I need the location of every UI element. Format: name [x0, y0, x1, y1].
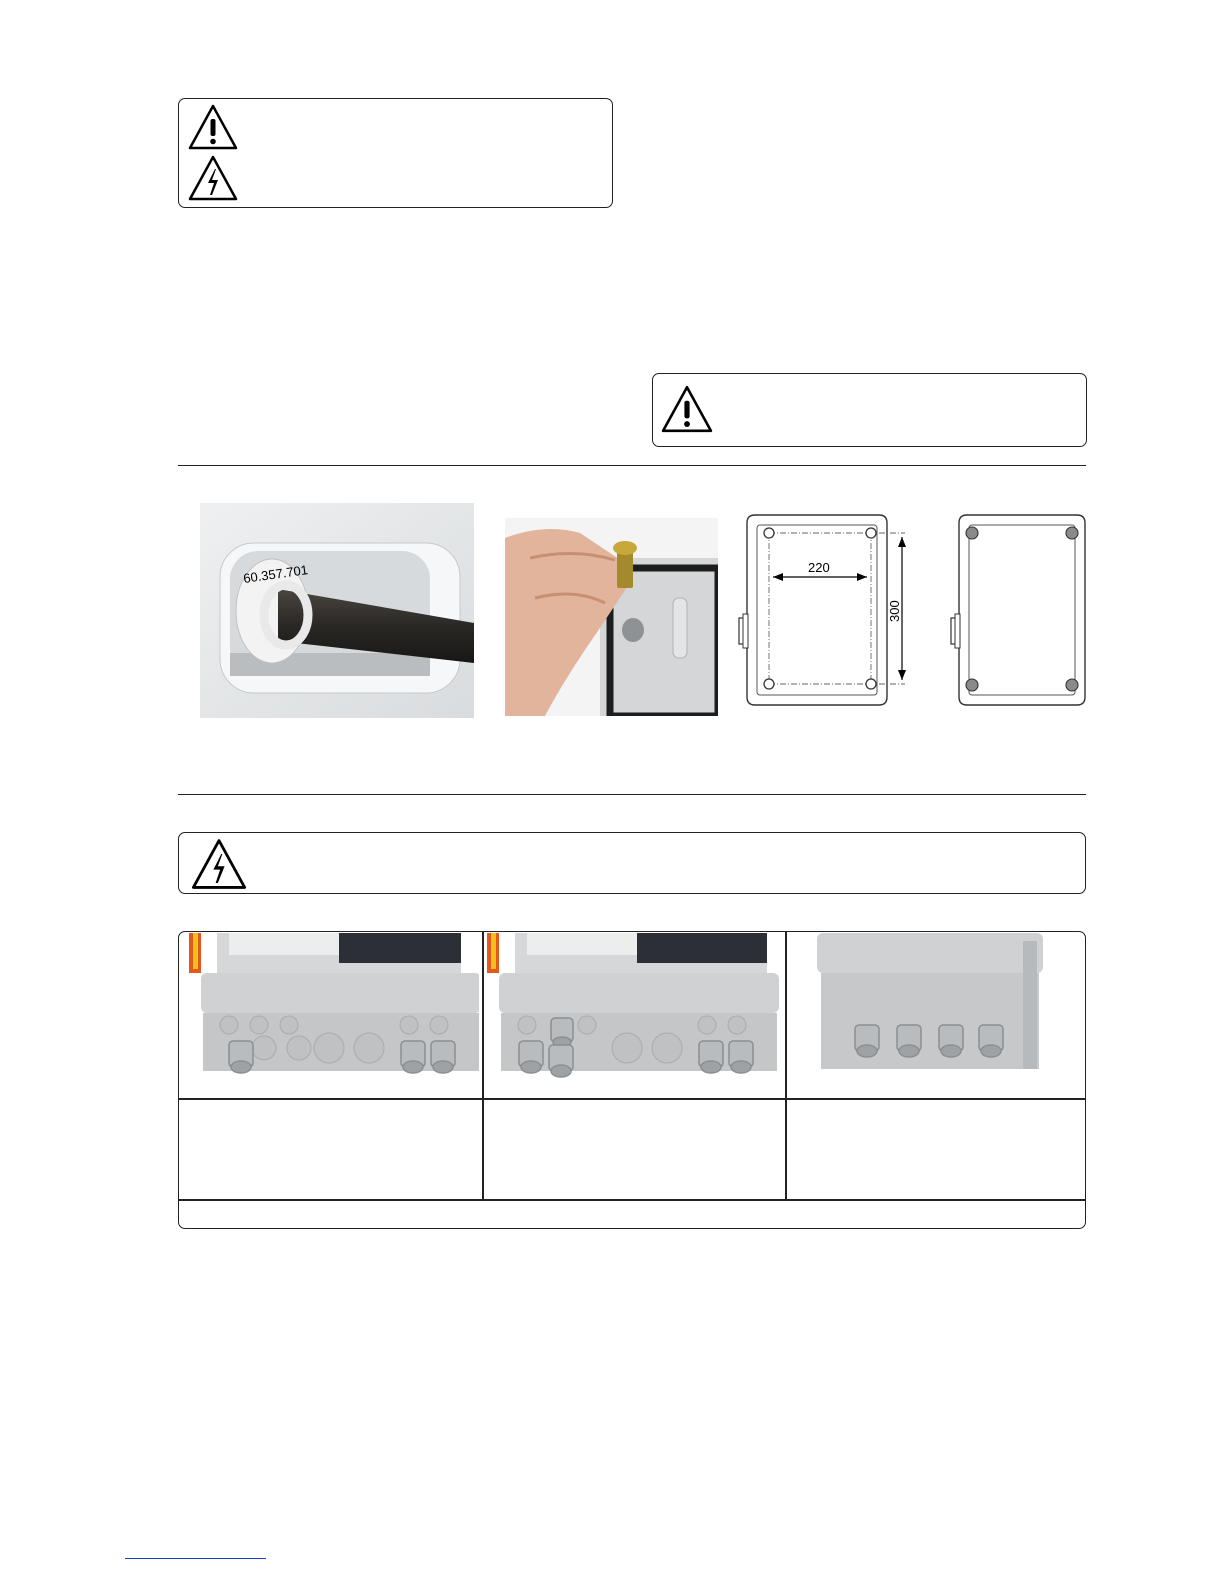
enclosure-three-glands-photo	[189, 933, 479, 1093]
table-row-divider	[179, 1098, 1085, 1100]
width-dimension-label: 220	[808, 560, 830, 575]
enclosure-four-glands-photo	[811, 933, 1051, 1073]
cable-gland-photo	[200, 503, 474, 718]
table-row-divider	[179, 1199, 1085, 1201]
screw-insertion-photo	[505, 518, 718, 716]
cable-gland-table	[178, 931, 1086, 1229]
warning-box-top	[178, 98, 613, 208]
section-divider	[178, 465, 1086, 466]
enclosure-screws-drawing	[935, 512, 1087, 708]
table-column-divider	[785, 932, 787, 1199]
gland-marking: 60.357.701	[242, 562, 309, 586]
section-divider	[178, 794, 1086, 795]
warning-exclamation-icon	[187, 103, 239, 151]
enclosure-dimension-drawing	[735, 512, 915, 708]
height-dimension-label: 300	[887, 600, 902, 622]
high-voltage-icon	[187, 154, 239, 202]
high-voltage-icon	[190, 837, 248, 891]
footnote-link-underline	[125, 1558, 266, 1559]
warning-box-wide	[178, 832, 1086, 894]
warning-exclamation-icon	[660, 384, 714, 434]
enclosure-five-glands-photo	[487, 933, 782, 1093]
warning-box-right	[652, 373, 1087, 447]
table-column-divider	[482, 932, 484, 1199]
